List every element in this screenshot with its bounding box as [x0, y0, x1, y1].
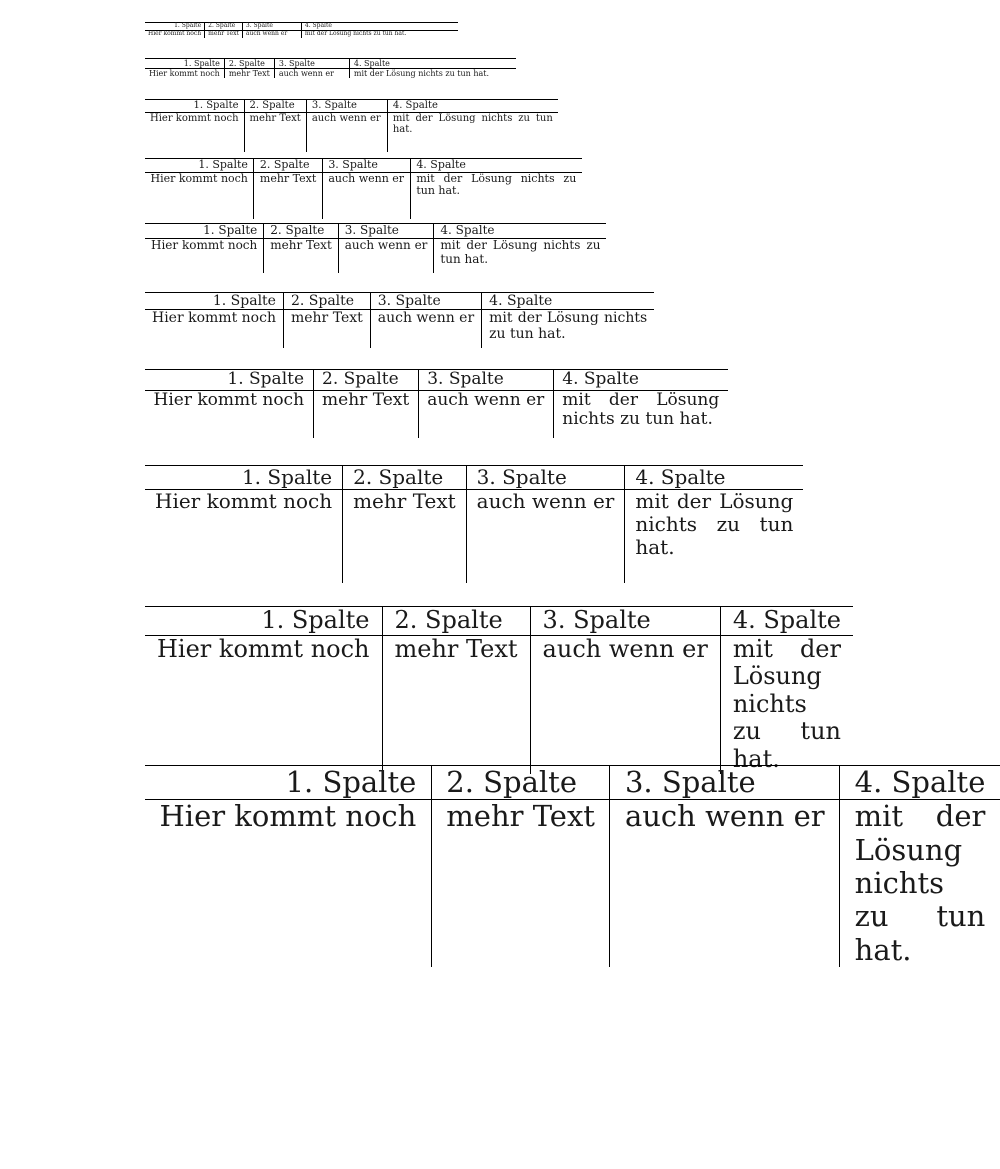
- body-cell: Hier kommt noch: [148, 29, 202, 37]
- body-cell: mehr Text: [244, 112, 306, 152]
- header-cell: 1. Spalte: [145, 100, 244, 113]
- table-size-10: [145, 765, 1000, 967]
- body-cell: mit der Lösung nichts zu tun hat.: [720, 635, 853, 773]
- header-row: [145, 100, 558, 113]
- header-cell: 2. Spalte: [205, 23, 243, 31]
- table-size-4: [145, 158, 582, 219]
- header-row: [145, 766, 1000, 800]
- body-cell: Hier kommt noch: [155, 489, 333, 513]
- header-cell: 3. Spalte: [466, 466, 625, 490]
- body-cell: mehr Text: [264, 238, 339, 273]
- body-cell: auch wenn er: [306, 112, 387, 152]
- header-cell: 1. Spalte: [145, 23, 205, 31]
- body-cell: auch wenn er: [242, 30, 301, 37]
- body-cell: mit der Lösung nichts zu tun hat.: [410, 172, 582, 219]
- header-cell: 2. Spalte: [431, 766, 610, 800]
- body-row: [145, 30, 458, 37]
- header-cell: 2. Spalte: [382, 607, 530, 636]
- body-cell: auch wenn er: [466, 490, 625, 583]
- body-cell: mehr Text: [254, 172, 322, 219]
- body-cell: mit der Lösung nichts zu tun hat.: [301, 30, 458, 37]
- header-cell: 3. Spalte: [242, 23, 301, 31]
- header-row: [145, 59, 516, 69]
- body-cell: mit der Lösung nichts zu tun hat.: [553, 390, 728, 438]
- table-size-9: [145, 606, 853, 774]
- body-cell: Hier kommt noch: [152, 310, 276, 327]
- header-cell: 2. Spalte: [244, 100, 306, 113]
- body-row: [145, 69, 516, 79]
- body-cell: auch wenn er: [274, 69, 349, 79]
- body-row: [145, 238, 606, 273]
- body-cell: Hier kommt noch: [150, 171, 248, 185]
- header-cell: 2. Spalte: [264, 224, 339, 239]
- header-cell: 1. Spalte: [145, 224, 264, 239]
- header-cell: 1. Spalte: [145, 370, 313, 391]
- table-size-5: [145, 223, 606, 273]
- header-cell: 2. Spalte: [224, 59, 274, 69]
- header-cell: 3. Spalte: [370, 293, 481, 310]
- body-cell: mehr Text: [382, 635, 530, 773]
- body-row: [145, 172, 582, 219]
- body-cell: Hier kommt noch: [149, 69, 220, 79]
- table-size-7: [145, 369, 728, 438]
- header-cell: 1. Spalte: [145, 59, 224, 69]
- header-cell: 4. Spalte: [434, 224, 607, 239]
- body-row: [145, 390, 728, 438]
- body-cell: auch wenn er: [322, 172, 410, 219]
- header-cell: 2. Spalte: [254, 159, 322, 173]
- body-cell: auch wenn er: [530, 635, 720, 773]
- body-cell: Hier kommt noch: [153, 389, 305, 410]
- header-cell: 3. Spalte: [610, 766, 840, 800]
- body-cell: Hier kommt noch: [157, 634, 370, 663]
- body-row: [145, 490, 803, 583]
- header-cell: 3. Spalte: [274, 59, 349, 69]
- table-size-2: [145, 58, 516, 78]
- header-cell: 2. Spalte: [313, 370, 418, 391]
- header-cell: 3. Spalte: [322, 159, 410, 173]
- body-row: [145, 112, 558, 152]
- header-row: [145, 607, 853, 636]
- body-cell: mehr Text: [431, 800, 610, 967]
- body-cell: Hier kommt noch: [159, 799, 417, 834]
- body-cell: mit der Lösung nichts zu tun hat.: [625, 490, 804, 583]
- header-cell: 1. Spalte: [145, 159, 254, 173]
- header-cell: 4. Spalte: [410, 159, 582, 173]
- body-cell: mit der Lösung nichts zu tun hat.: [434, 238, 607, 273]
- table-size-3: [145, 99, 558, 152]
- header-row: [145, 466, 803, 490]
- body-cell: mehr Text: [343, 490, 467, 583]
- header-cell: 3. Spalte: [530, 607, 720, 636]
- body-row: [145, 310, 654, 348]
- table-size-6: [145, 292, 654, 348]
- header-cell: 4. Spalte: [349, 59, 516, 69]
- body-cell: Hier kommt noch: [151, 237, 258, 252]
- header-cell: 4. Spalte: [553, 370, 728, 391]
- header-cell: 3. Spalte: [418, 370, 553, 391]
- body-cell: auch wenn er: [370, 310, 481, 348]
- header-cell: 1. Spalte: [145, 607, 382, 636]
- body-cell: auch wenn er: [610, 800, 840, 967]
- body-cell: mit der Lösung nichts zu tun hat.: [387, 112, 558, 152]
- header-cell: 4. Spalte: [625, 466, 804, 490]
- header-row: [145, 159, 582, 173]
- body-cell: mehr Text: [205, 30, 243, 37]
- body-row: [145, 635, 853, 773]
- header-row: [145, 370, 728, 391]
- body-cell: mit der Lösung nichts zu tun hat.: [840, 800, 1000, 967]
- header-cell: 1. Spalte: [145, 766, 431, 800]
- body-cell: Hier kommt noch: [150, 112, 239, 124]
- header-cell: 4. Spalte: [387, 100, 558, 113]
- body-cell: mehr Text: [283, 310, 370, 348]
- header-cell: 3. Spalte: [338, 224, 434, 239]
- body-cell: mit der Lösung nichts zu tun hat.: [349, 69, 516, 79]
- body-cell: auch wenn er: [338, 238, 434, 273]
- table-size-1: [145, 22, 458, 38]
- body-row: [145, 800, 1000, 967]
- header-cell: 4. Spalte: [720, 607, 853, 636]
- body-cell: mehr Text: [224, 69, 274, 79]
- header-row: [145, 224, 606, 239]
- header-cell: 1. Spalte: [145, 466, 343, 490]
- body-cell: auch wenn er: [418, 390, 553, 438]
- header-row: [145, 293, 654, 310]
- body-cell: mehr Text: [313, 390, 418, 438]
- header-cell: 4. Spalte: [840, 766, 1000, 800]
- header-cell: 3. Spalte: [306, 100, 387, 113]
- header-cell: 4. Spalte: [482, 293, 655, 310]
- header-cell: 1. Spalte: [145, 293, 283, 310]
- header-cell: 4. Spalte: [301, 23, 458, 31]
- table-size-8: [145, 465, 803, 583]
- header-cell: 2. Spalte: [343, 466, 467, 490]
- body-cell: mit der Lösung nichts zu tun hat.: [482, 310, 655, 348]
- header-cell: 2. Spalte: [283, 293, 370, 310]
